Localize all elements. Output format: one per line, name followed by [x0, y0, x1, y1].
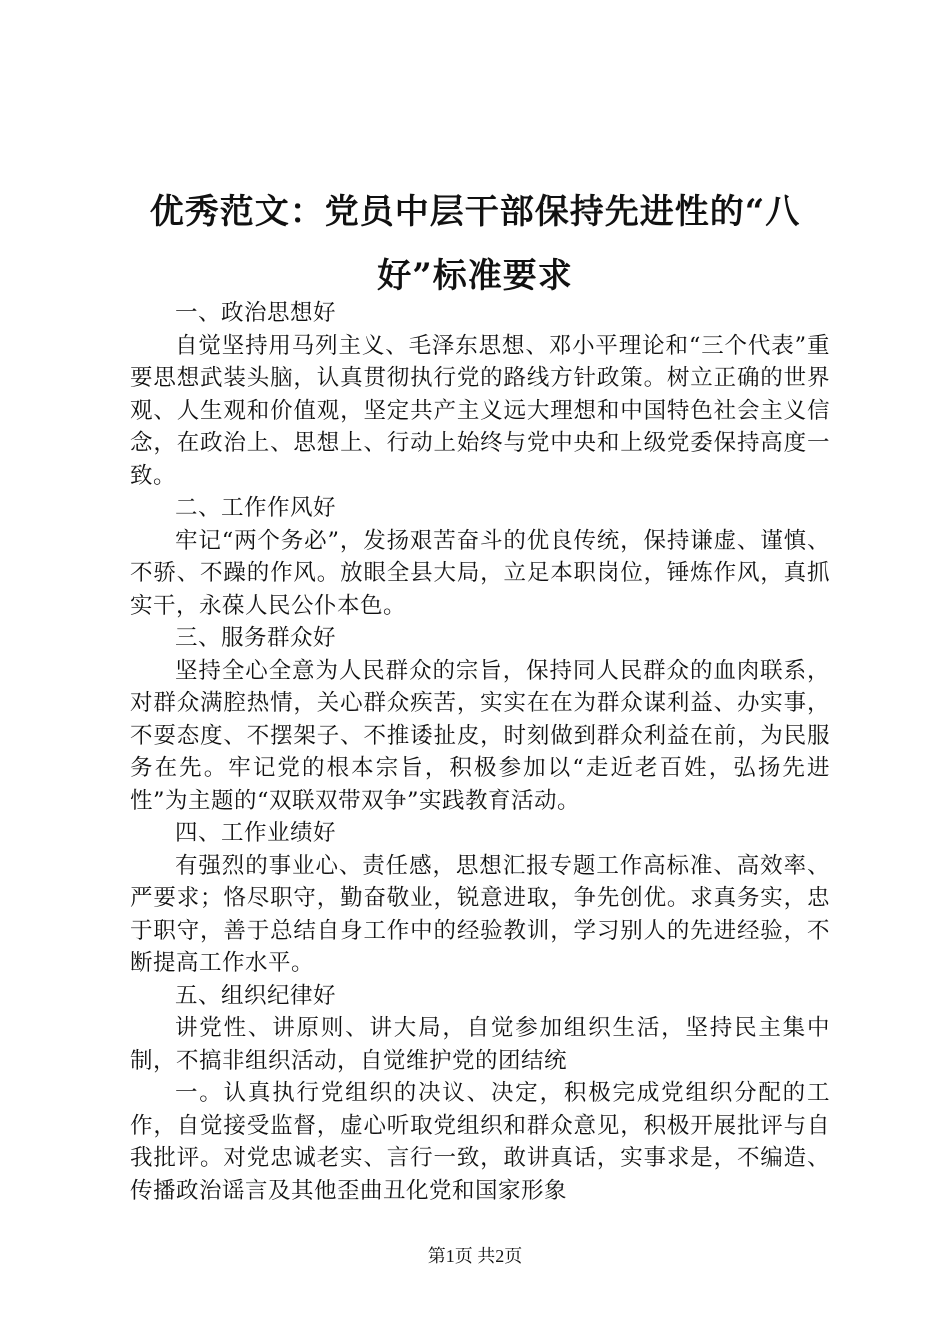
section-heading: 一、政治思想好	[175, 300, 337, 326]
body-paragraph: 牢记“两个务必”，发扬艰苦奋斗的优良传统，保持谦虚、谨慎、不骄、不躁的作风。放眼全县大局，立足本职岗位，锤炼作风，真抓实干，永葆人民公仆本色。	[130, 527, 830, 619]
section-heading: 二、工作作风好	[175, 495, 337, 521]
body-paragraph: 一。认真执行党组织的决议、决定，积极完成党组织分配的工作，自觉接受监督，虚心听取党组织和群众意见，积极开展批评与自我批评。对党忠诚老实、言行一致，敢讲真话，实事求是，不编造、传播政治谣言及其他歪曲丑化党和国家形象	[130, 1080, 830, 1204]
page-number-footer: 第1页 共2页	[427, 1246, 523, 1266]
document-body	[130, 297, 830, 1207]
section-heading: 四、工作业绩好	[175, 820, 337, 846]
document-title: 优秀范文：党员中层干部保持先进性的“八好”标准要求	[149, 192, 801, 296]
body-paragraph: 自觉坚持用马列主义、毛泽东思想、邓小平理论和“三个代表”重要思想武装头脑，认真贯彻执行党的路线方针政策。树立正确的世界观、人生观和价值观，坚定共产主义远大理想和中国特色社会主义信念，在政治上、思想上、行动上始终与党中央和上级党委保持高度一致。	[130, 332, 830, 489]
section-heading: 五、组织纪律好	[175, 982, 337, 1009]
body-paragraph: 有强烈的事业心、责任感，思想汇报专题工作高标准、高效率、严要求；恪尽职守，勤奋敬业，锐意进取，争先创优。求真务实，忠于职守，善于总结自身工作中的经验教训，学习别人的先进经验，不断提高工作水平。	[130, 852, 830, 976]
body-paragraph: 坚持全心全意为人民群众的宗旨，保持同人民群众的血肉联系，对群众满腔热情，关心群众疾苦，实实在在为群众谋利益、办实事，不耍态度、不摆架子、不推诿扯皮，时刻做到群众利益在前，为民服务在先。牢记党的根本宗旨，积极参加以“走近老百姓，弘扬先进性”为主题的“双联双带双争”实践教育活动。	[130, 657, 830, 814]
body-paragraph: 讲党性、讲原则、讲大局，自觉参加组织生活，坚持民主集中制，不搞非组织活动，自觉维护党的团结统	[130, 1015, 830, 1074]
section-heading: 三、服务群众好	[175, 625, 337, 651]
